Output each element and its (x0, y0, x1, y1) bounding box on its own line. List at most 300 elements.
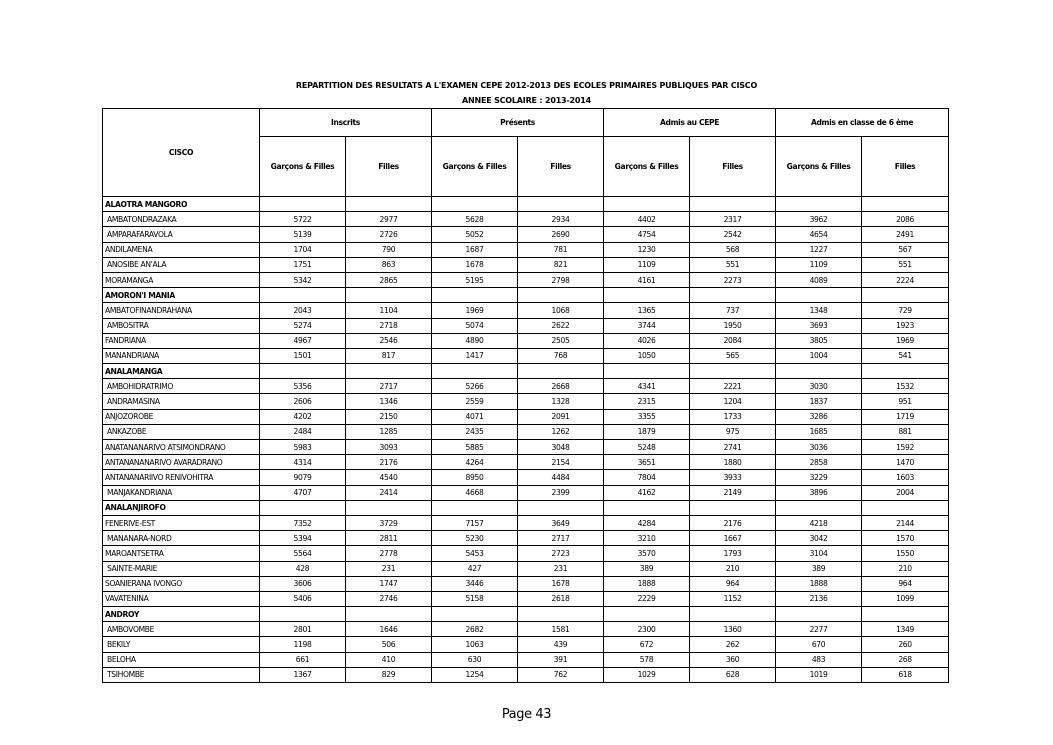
table-cell: 1198 (260, 637, 346, 652)
sub-header: Filles (518, 137, 604, 197)
cisco-name: AMBATONDRAZAKA (103, 212, 260, 227)
table-cell: 630 (432, 652, 518, 667)
table-cell (776, 500, 862, 515)
table-cell (862, 607, 949, 622)
table-cell: 3649 (518, 515, 604, 530)
table-cell: 1360 (690, 622, 776, 637)
table-cell: 3606 (260, 576, 346, 591)
table-cell: 817 (346, 348, 432, 363)
table-cell: 1678 (518, 576, 604, 591)
table-cell (862, 500, 949, 515)
table-cell: 781 (518, 242, 604, 257)
table-cell: 568 (690, 242, 776, 257)
table-row (103, 424, 949, 439)
table-cell (260, 364, 346, 379)
region-row (103, 364, 949, 379)
cisco-name: BELOHA (103, 652, 260, 667)
table-cell: 2726 (346, 227, 432, 242)
table-cell: 578 (604, 652, 690, 667)
table-cell: 2746 (346, 591, 432, 606)
table-row (103, 272, 949, 287)
table-cell: 5074 (432, 318, 518, 333)
table-cell: 1581 (518, 622, 604, 637)
table-cell: 5195 (432, 272, 518, 287)
page-number: Page 43 (501, 707, 552, 722)
group-header-row (103, 109, 949, 137)
table-cell: 360 (690, 652, 776, 667)
table-cell: 2801 (260, 622, 346, 637)
cisco-name: FANDRIANA (103, 333, 260, 348)
table-cell: 670 (776, 637, 862, 652)
table-row (103, 409, 949, 424)
table-cell: 1550 (862, 546, 949, 561)
table-cell: 2682 (432, 622, 518, 637)
table-cell: 3805 (776, 333, 862, 348)
table-cell: 9079 (260, 470, 346, 485)
table-cell: 4314 (260, 455, 346, 470)
table-cell: 4668 (432, 485, 518, 500)
table-cell: 2315 (604, 394, 690, 409)
table-cell: 628 (690, 667, 776, 682)
table-cell: 391 (518, 652, 604, 667)
cisco-name: ANATANANARIVO ATSIMONDRANO (103, 440, 260, 455)
table-cell: 551 (690, 257, 776, 272)
table-cell: 1019 (776, 667, 862, 682)
table-cell: 2858 (776, 455, 862, 470)
table-cell: 3693 (776, 318, 862, 333)
table-row (103, 531, 949, 546)
table-cell: 2811 (346, 531, 432, 546)
table-cell: 2717 (346, 379, 432, 394)
table-cell (604, 364, 690, 379)
table-row (103, 303, 949, 318)
table-cell: 1880 (690, 455, 776, 470)
table-cell: 4540 (346, 470, 432, 485)
table-cell: 2690 (518, 227, 604, 242)
table-row (103, 515, 949, 530)
group-header-admis-cepe: Admis au CEPE (604, 109, 776, 137)
table-cell (346, 288, 432, 303)
table-cell: 2723 (518, 546, 604, 561)
table-cell: 4707 (260, 485, 346, 500)
table-cell: 2149 (690, 485, 776, 500)
table-cell: 3229 (776, 470, 862, 485)
table-cell: 5722 (260, 212, 346, 227)
table-cell: 483 (776, 652, 862, 667)
table-cell: 4754 (604, 227, 690, 242)
table-cell: 2865 (346, 272, 432, 287)
region-row (103, 197, 949, 212)
document-title: REPARTITION DES RESULTATS A L'EXAMEN CEPE 2012-2013 DES ECOLES PRIMAIRES PUBLIQUES PAR CISCO (295, 81, 758, 90)
sub-header: Garçons & Filles (604, 137, 690, 197)
cisco-name: FENERIVE-EST (103, 515, 260, 530)
table-cell (776, 607, 862, 622)
table-cell: 1104 (346, 303, 432, 318)
table-cell (260, 607, 346, 622)
table-cell: 2224 (862, 272, 949, 287)
table-cell: 2084 (690, 333, 776, 348)
table-row (103, 455, 949, 470)
table-cell: 3093 (346, 440, 432, 455)
cisco-name: ANTANANARIIVO RENIVOHITRA (103, 470, 260, 485)
table-cell: 5274 (260, 318, 346, 333)
table-cell: 2176 (690, 515, 776, 530)
table-cell: 2043 (260, 303, 346, 318)
sub-header: Filles (690, 137, 776, 197)
table-cell: 1751 (260, 257, 346, 272)
table-cell: 5983 (260, 440, 346, 455)
table-cell: 262 (690, 637, 776, 652)
table-cell: 1109 (604, 257, 690, 272)
table-cell: 3030 (776, 379, 862, 394)
table-cell: 1230 (604, 242, 690, 257)
table-cell (776, 197, 862, 212)
table-cell (862, 364, 949, 379)
table-cell: 2300 (604, 622, 690, 637)
table-cell: 1328 (518, 394, 604, 409)
table-cell: 737 (690, 303, 776, 318)
cisco-name: VAVATENINA (103, 591, 260, 606)
table-cell: 1793 (690, 546, 776, 561)
table-cell (346, 500, 432, 515)
table-cell: 1365 (604, 303, 690, 318)
table-cell: 3570 (604, 546, 690, 561)
table-cell: 821 (518, 257, 604, 272)
table-cell: 2144 (862, 515, 949, 530)
table-cell: 4967 (260, 333, 346, 348)
table-row (103, 257, 949, 272)
table-cell: 5248 (604, 440, 690, 455)
table-cell (432, 197, 518, 212)
table-cell: 762 (518, 667, 604, 682)
cisco-name: MAROANTSETRA (103, 546, 260, 561)
table-cell: 2277 (776, 622, 862, 637)
table-cell: 2317 (690, 212, 776, 227)
table-cell: 3896 (776, 485, 862, 500)
region-row (103, 500, 949, 515)
table-cell (260, 288, 346, 303)
table-cell: 427 (432, 561, 518, 576)
group-header-inscrits: Inscrits (260, 109, 432, 137)
table-cell: 1685 (776, 424, 862, 439)
table-cell: 4089 (776, 272, 862, 287)
table-cell: 4026 (604, 333, 690, 348)
table-cell: 2505 (518, 333, 604, 348)
table-cell: 2091 (518, 409, 604, 424)
table-cell: 1004 (776, 348, 862, 363)
table-cell: 5230 (432, 531, 518, 546)
table-cell (862, 197, 949, 212)
table-cell (346, 197, 432, 212)
table-cell: 2136 (776, 591, 862, 606)
table-cell: 7352 (260, 515, 346, 530)
table-cell: 3210 (604, 531, 690, 546)
table-cell: 1969 (432, 303, 518, 318)
table-cell: 5628 (432, 212, 518, 227)
table-cell (604, 607, 690, 622)
table-cell (690, 500, 776, 515)
table-cell: 4071 (432, 409, 518, 424)
table-cell: 951 (862, 394, 949, 409)
table-cell: 1592 (862, 440, 949, 455)
cisco-name: AMBOSITRA (103, 318, 260, 333)
table-cell (776, 364, 862, 379)
cisco-name: ANJOZOROBE (103, 409, 260, 424)
table-cell: 565 (690, 348, 776, 363)
table-row (103, 440, 949, 455)
cisco-name: AMPARAFARAVOLA (103, 227, 260, 242)
table-cell: 1501 (260, 348, 346, 363)
table-cell (432, 364, 518, 379)
table-cell: 768 (518, 348, 604, 363)
table-cell: 1747 (346, 576, 432, 591)
table-cell: 389 (776, 561, 862, 576)
table-cell: 2668 (518, 379, 604, 394)
table-cell: 3104 (776, 546, 862, 561)
table-cell: 4264 (432, 455, 518, 470)
table-cell: 1050 (604, 348, 690, 363)
table-cell: 3729 (346, 515, 432, 530)
table-row (103, 212, 949, 227)
region-name: ANALAMANGA (103, 364, 260, 379)
results-table (102, 108, 949, 683)
table-row (103, 576, 949, 591)
table-cell (690, 364, 776, 379)
table-cell (432, 500, 518, 515)
table-cell: 428 (260, 561, 346, 576)
table-cell: 2622 (518, 318, 604, 333)
table-cell: 2414 (346, 485, 432, 500)
table-cell: 231 (518, 561, 604, 576)
table-cell: 1285 (346, 424, 432, 439)
table-cell (604, 500, 690, 515)
table-cell: 881 (862, 424, 949, 439)
table-cell: 3651 (604, 455, 690, 470)
table-cell: 1923 (862, 318, 949, 333)
table-cell: 1969 (862, 333, 949, 348)
cisco-name: MANANARA-NORD (103, 531, 260, 546)
cisco-name: SOANIERANA IVONGO (103, 576, 260, 591)
school-year-subtitle: ANNEE SCOLAIRE : 2013-2014 (461, 96, 592, 105)
table-cell: 4484 (518, 470, 604, 485)
table-cell: 2221 (690, 379, 776, 394)
table-cell: 4402 (604, 212, 690, 227)
table-cell: 210 (862, 561, 949, 576)
table-cell (690, 197, 776, 212)
table-cell: 5453 (432, 546, 518, 561)
sub-header: Filles (862, 137, 949, 197)
table-cell: 3286 (776, 409, 862, 424)
table-cell: 1349 (862, 622, 949, 637)
table-cell: 5139 (260, 227, 346, 242)
table-row (103, 318, 949, 333)
table-cell: 2176 (346, 455, 432, 470)
table-cell: 1837 (776, 394, 862, 409)
table-cell: 1099 (862, 591, 949, 606)
table-cell: 260 (862, 637, 949, 652)
table-cell: 389 (604, 561, 690, 576)
table-cell: 3036 (776, 440, 862, 455)
table-cell: 2399 (518, 485, 604, 500)
table-cell: 439 (518, 637, 604, 652)
table-row (103, 348, 949, 363)
table-cell: 2229 (604, 591, 690, 606)
table-cell: 2150 (346, 409, 432, 424)
cisco-name: ANOSIBE AN'ALA (103, 257, 260, 272)
table-cell: 2718 (346, 318, 432, 333)
table-cell (604, 288, 690, 303)
table-cell: 567 (862, 242, 949, 257)
table-cell: 1227 (776, 242, 862, 257)
table-cell: 541 (862, 348, 949, 363)
table-cell: 5885 (432, 440, 518, 455)
table-cell: 2542 (690, 227, 776, 242)
table-row (103, 485, 949, 500)
table-cell: 2606 (260, 394, 346, 409)
table-cell: 2798 (518, 272, 604, 287)
table-cell: 1879 (604, 424, 690, 439)
table-cell: 2977 (346, 212, 432, 227)
table-cell: 2491 (862, 227, 949, 242)
table-cell: 1029 (604, 667, 690, 682)
table-cell (346, 607, 432, 622)
table-cell: 1687 (432, 242, 518, 257)
table-cell: 1678 (432, 257, 518, 272)
table-cell (776, 288, 862, 303)
table-cell (518, 607, 604, 622)
table-cell: 2273 (690, 272, 776, 287)
cisco-name: MANANDRIANA (103, 348, 260, 363)
table-cell (518, 197, 604, 212)
sub-header: Garçons & Filles (260, 137, 346, 197)
table-cell (604, 197, 690, 212)
cisco-column-header: CISCO (103, 109, 260, 197)
table-cell: 5158 (432, 591, 518, 606)
table-cell: 5356 (260, 379, 346, 394)
table-cell: 7804 (604, 470, 690, 485)
table-row (103, 637, 949, 652)
table-cell: 3048 (518, 440, 604, 455)
table-cell: 2741 (690, 440, 776, 455)
table-cell (862, 288, 949, 303)
table-cell (690, 607, 776, 622)
group-header-admis-6eme: Admis en classe de 6 ème (776, 109, 949, 137)
table-cell (260, 500, 346, 515)
table-cell: 4341 (604, 379, 690, 394)
table-row (103, 652, 949, 667)
table-row (103, 227, 949, 242)
table-cell: 4161 (604, 272, 690, 287)
table-cell: 5406 (260, 591, 346, 606)
sub-header: Garçons & Filles (432, 137, 518, 197)
region-name: AMORON'I MANIA (103, 288, 260, 303)
table-cell: 4284 (604, 515, 690, 530)
table-cell: 5266 (432, 379, 518, 394)
table-row (103, 379, 949, 394)
cisco-name: AMBOVOMBE (103, 622, 260, 637)
table-row (103, 591, 949, 606)
table-cell: 1603 (862, 470, 949, 485)
table-cell: 3962 (776, 212, 862, 227)
table-cell: 1704 (260, 242, 346, 257)
cisco-name: MANJAKANDRIANA (103, 485, 260, 500)
table-row (103, 667, 949, 682)
table-cell: 1719 (862, 409, 949, 424)
table-cell (432, 607, 518, 622)
table-cell (518, 364, 604, 379)
table-cell: 4654 (776, 227, 862, 242)
table-cell: 5394 (260, 531, 346, 546)
table-cell: 2546 (346, 333, 432, 348)
table-cell: 4202 (260, 409, 346, 424)
region-row (103, 288, 949, 303)
table-row (103, 622, 949, 637)
table-cell: 1152 (690, 591, 776, 606)
table-cell (518, 288, 604, 303)
table-cell: 551 (862, 257, 949, 272)
table-cell: 3042 (776, 531, 862, 546)
table-cell: 1532 (862, 379, 949, 394)
table-cell: 1950 (690, 318, 776, 333)
table-cell: 3933 (690, 470, 776, 485)
cisco-name: ANTANANANARIVO AVARADRANO (103, 455, 260, 470)
table-cell: 5564 (260, 546, 346, 561)
cisco-name: BEKILY (103, 637, 260, 652)
table-cell: 4218 (776, 515, 862, 530)
table-cell: 1733 (690, 409, 776, 424)
table-cell: 2717 (518, 531, 604, 546)
table-cell: 4890 (432, 333, 518, 348)
table-cell: 2618 (518, 591, 604, 606)
table-cell: 506 (346, 637, 432, 652)
table-cell: 1348 (776, 303, 862, 318)
cisco-name: ANDILAMENA (103, 242, 260, 257)
table-cell: 1254 (432, 667, 518, 682)
table-cell: 1063 (432, 637, 518, 652)
table-cell: 661 (260, 652, 346, 667)
group-header-presents: Présents (432, 109, 604, 137)
table-cell: 3355 (604, 409, 690, 424)
table-cell: 2559 (432, 394, 518, 409)
table-row (103, 242, 949, 257)
table-cell: 1570 (862, 531, 949, 546)
table-cell: 964 (690, 576, 776, 591)
region-name: ANDROY (103, 607, 260, 622)
table-cell: 410 (346, 652, 432, 667)
table-cell: 618 (862, 667, 949, 682)
table-cell: 1667 (690, 531, 776, 546)
table-cell: 7157 (432, 515, 518, 530)
table-cell: 1888 (604, 576, 690, 591)
table-cell: 1204 (690, 394, 776, 409)
table-cell: 964 (862, 576, 949, 591)
table-cell: 2435 (432, 424, 518, 439)
table-cell (346, 364, 432, 379)
table-cell: 4162 (604, 485, 690, 500)
table-cell: 1646 (346, 622, 432, 637)
table-cell: 863 (346, 257, 432, 272)
table-cell: 672 (604, 637, 690, 652)
table-cell: 210 (690, 561, 776, 576)
table-cell: 729 (862, 303, 949, 318)
table-cell: 2778 (346, 546, 432, 561)
sub-header: Garçons & Filles (776, 137, 862, 197)
table-cell: 268 (862, 652, 949, 667)
cisco-name: AMBOHIDRATRIMO (103, 379, 260, 394)
cisco-name: ANDRAMASINA (103, 394, 260, 409)
table-cell: 5052 (432, 227, 518, 242)
table-cell: 1262 (518, 424, 604, 439)
